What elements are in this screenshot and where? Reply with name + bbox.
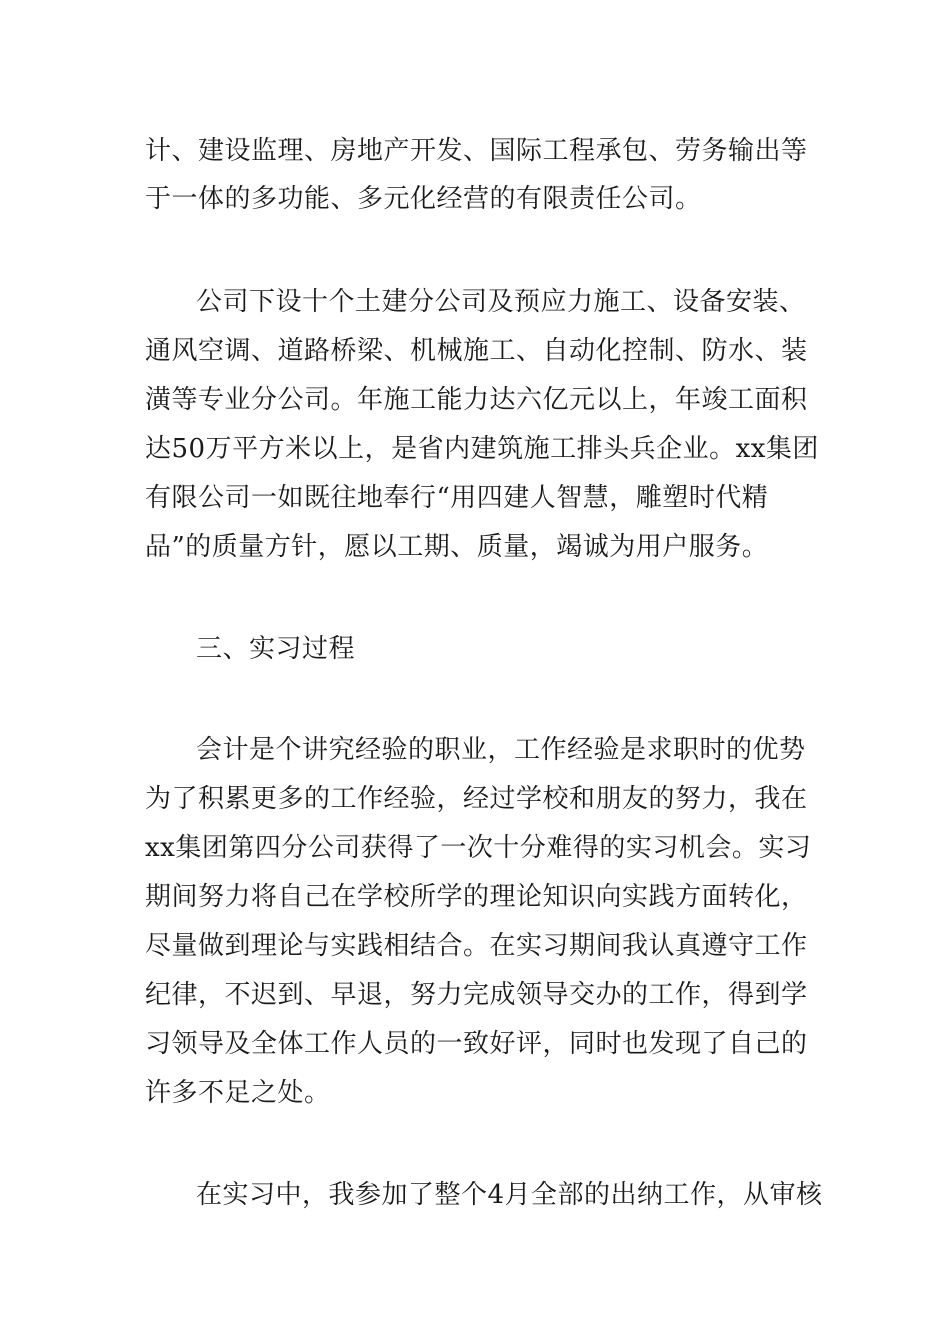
text-line: 计、建设监理、房地产开发、国际工程承包、劳务输出等 <box>145 136 808 166</box>
text-line: 公司下设十个土建分公司及预应力施工、设备安装、 <box>196 287 806 317</box>
text-line: 为了积累更多的工作经验，经过学校和朋友的努力，我在 <box>145 784 808 814</box>
text-line: 纪律，不迟到、早退，努力完成领导交办的工作，得到学 <box>145 980 808 1010</box>
text-line: 习领导及全体工作人员的一致好评，同时也发现了自己的 <box>145 1029 808 1059</box>
text-line: 通风空调、道路桥梁、机械施工、自动化控制、防水、装 <box>145 336 808 366</box>
text-line: xx集团第四分公司获得了一次十分难得的实习机会。实习 <box>145 833 812 863</box>
text-line: 达50万平方米以上，是省内建筑施工排头兵企业。xx集团 <box>145 434 819 464</box>
text-line: 许多不足之处。 <box>145 1078 331 1108</box>
text-line: 有限公司一如既往地奉行“用四建人智慧，雕塑时代精 <box>145 483 769 513</box>
text-line: 品”的质量方针，愿以工期、质量，竭诚为用户服务。 <box>145 532 769 562</box>
text-line: 期间努力将自己在学校所学的理论知识向实践方面转化， <box>145 882 808 912</box>
text-line: 于一体的多功能、多元化经营的有限责任公司。 <box>145 184 702 214</box>
text-line: 尽量做到理论与实践相结合。在实习期间我认真遵守工作 <box>145 931 808 961</box>
text-line: 会计是个讲究经验的职业，工作经验是求职时的优势 <box>196 735 806 765</box>
text-line: 潢等专业分公司。年施工能力达六亿元以上，年竣工面积 <box>145 385 808 415</box>
section-heading: 三、实习过程 <box>196 634 356 664</box>
text-line: 在实习中，我参加了整个4月全部的出纳工作，从审核 <box>196 1180 823 1210</box>
